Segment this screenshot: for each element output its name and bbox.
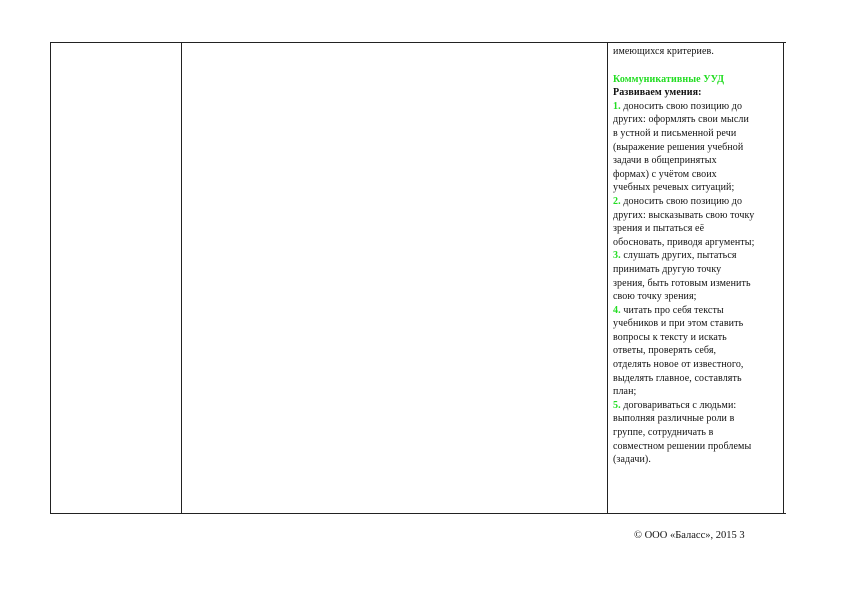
section-heading: Коммуникативные УУД — [613, 73, 725, 85]
list-item-text: договариваться с людьми: — [623, 399, 737, 411]
list-item-line — [613, 141, 783, 155]
list-item-line — [613, 399, 783, 413]
list-item-line — [613, 263, 783, 277]
list-item-line — [613, 181, 783, 195]
skills-list — [613, 100, 783, 467]
list-item-line — [613, 412, 783, 426]
list-item-text: отделять новое от известного, — [613, 359, 744, 371]
list-item-line — [613, 453, 783, 467]
list-item-line — [613, 236, 783, 250]
list-item-text: формах) с учётом своих — [613, 168, 717, 180]
list-item-text: учебников и при этом ставить — [613, 318, 744, 330]
list-item-line — [613, 277, 783, 291]
list-item-line — [613, 249, 783, 263]
list-item-line — [613, 317, 783, 331]
list-item-line — [613, 100, 783, 114]
list-item-text: ответы, проверять себя, — [613, 345, 717, 357]
list-item-text: план; — [613, 386, 637, 398]
list-item-line — [613, 358, 783, 372]
list-item-text: совместном решении проблемы — [613, 440, 752, 452]
section-subheading: Развиваем умения: — [613, 87, 702, 99]
list-item-text: принимать другую точку — [613, 263, 722, 275]
list-item-line — [613, 195, 783, 209]
list-item-number: 5. — [613, 399, 621, 411]
list-item-line — [613, 154, 783, 168]
list-item-line — [613, 304, 783, 318]
list-item-line — [613, 168, 783, 182]
list-item-line — [613, 127, 783, 141]
list-item-text: свою точку зрения; — [613, 291, 697, 303]
list-item-text: выделять главное, составлять — [613, 372, 742, 384]
list-item-text: зрения и пытаться её — [613, 223, 705, 235]
list-item-line — [613, 331, 783, 345]
list-item-text: группе, сотрудничать в — [613, 427, 714, 439]
list-item-text: задачи в общепринятых — [613, 155, 717, 167]
list-item-text: (выражение решения учебной — [613, 141, 744, 153]
list-item-number: 1. — [613, 100, 621, 112]
list-item-line — [613, 426, 783, 440]
list-item-number: 4. — [613, 304, 621, 316]
list-item-text: вопросы к тексту и искать — [613, 331, 727, 343]
list-item-line — [613, 209, 783, 223]
list-item-line — [613, 222, 783, 236]
list-item-text: доносить свою позицию до — [623, 100, 743, 112]
list-item-number: 3. — [613, 250, 621, 262]
list-item-text: слушать других, пытаться — [623, 250, 737, 262]
copyright-footer: © ООО «Баласс», 2015 3 — [634, 530, 745, 541]
table-cell-skills — [613, 45, 783, 467]
list-item-text: читать про себя тексты — [623, 304, 724, 316]
list-item-text: доносить свою позицию до — [623, 195, 743, 207]
list-item-text: зрения, быть готовым изменить — [613, 277, 751, 289]
list-item-text: других: оформлять свои мысли — [613, 114, 749, 126]
list-item-line — [613, 372, 783, 386]
list-item-text: обосновать, приводя аргументы; — [613, 236, 755, 248]
list-item-text: в устной и письменной речи — [613, 127, 737, 139]
table-border-left — [50, 43, 51, 513]
list-item-text: других: высказывать свою точку — [613, 209, 755, 221]
list-item-text: выполняя различные роли в — [613, 413, 735, 425]
table-divider-1 — [181, 43, 182, 513]
table-divider-2 — [607, 43, 608, 513]
list-item-text: (задачи). — [613, 454, 651, 466]
list-item-line — [613, 113, 783, 127]
list-item-number: 2. — [613, 195, 621, 207]
table-border-right — [783, 43, 784, 513]
list-item-line — [613, 385, 783, 399]
list-item-line — [613, 290, 783, 304]
list-item-text: учебных речевых ситуаций; — [613, 182, 735, 194]
content-table — [50, 42, 786, 514]
list-item-line — [613, 440, 783, 454]
cell-lead-text: имеющихся критериев. — [613, 46, 714, 57]
list-item-line — [613, 344, 783, 358]
